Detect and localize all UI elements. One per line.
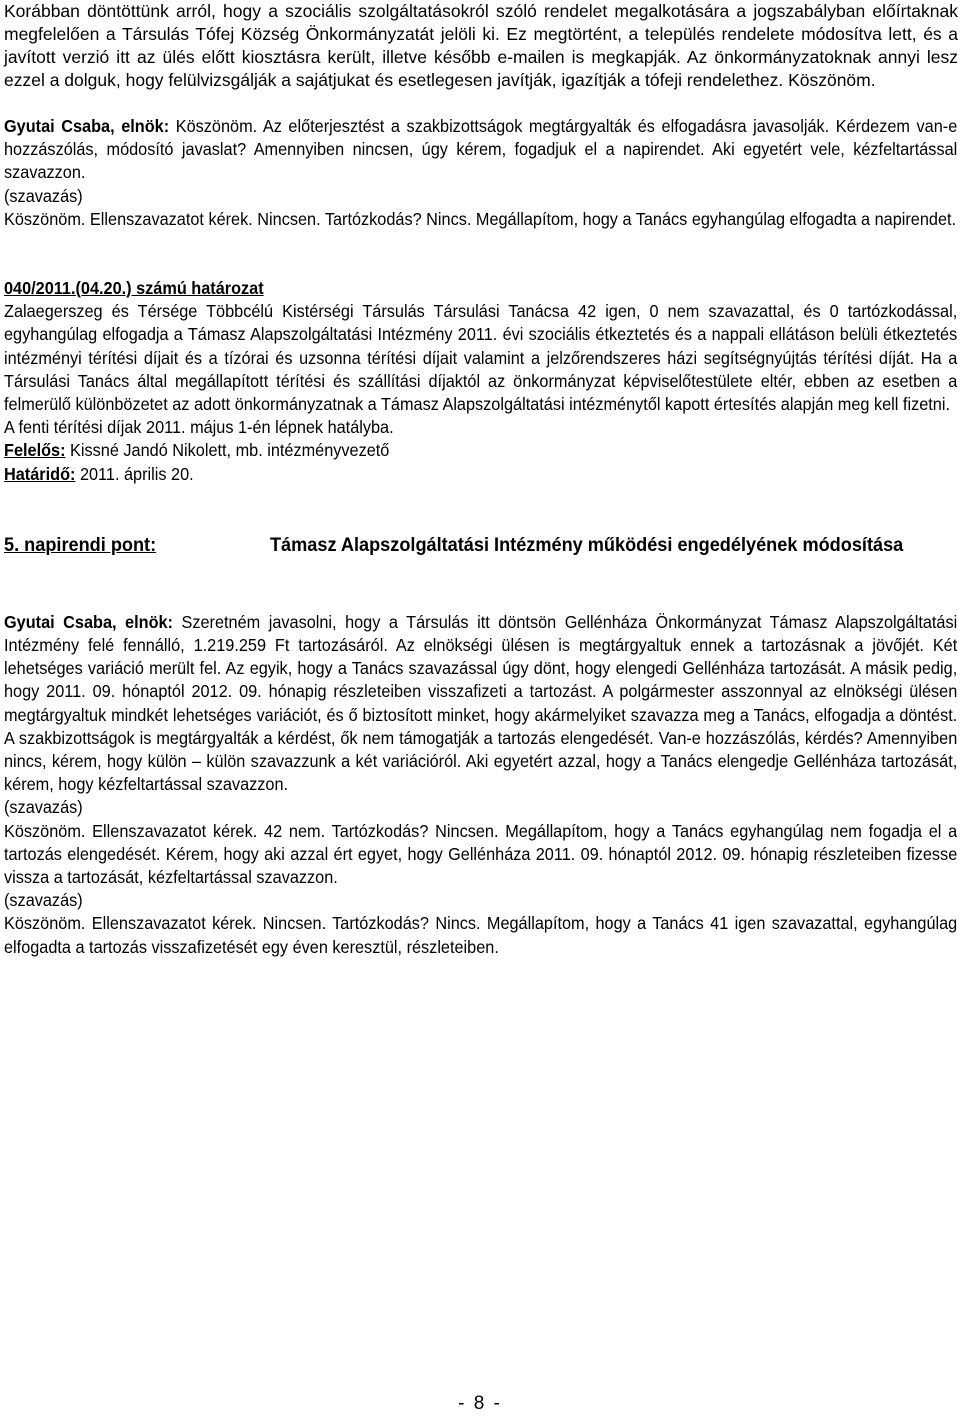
agenda-number: 5. napirendi pont: [4,533,157,556]
deadline-value: 2011. április 20. [75,463,194,484]
agenda-item [4,532,957,559]
resolution-responsible [4,439,957,462]
resolution-block [4,277,957,486]
agenda-topic: Támasz Alapszolgáltatási Intézmény működési engedélyének módosítása [269,533,904,556]
vote-result: Köszönöm. Ellenszavazatot kérek. Nincsen. Tartózkodás? Nincs. Megállapítom, hogy a Tanács egyhangúlag elfogadta a napirendet. [4,208,957,229]
deadline-label: Határidő: [4,463,76,484]
speech-block-1 [4,115,957,231]
responsible-label: Felelős: [4,440,66,461]
resolution-heading: 040/2011.(04.20.) számú határozat [4,278,264,299]
speaker-name: Gyutai Csaba, elnök: [4,116,170,136]
resolution-deadline [4,463,957,486]
spacer [4,231,958,277]
speaker-name: Gyutai Csaba, elnök: [4,611,173,632]
intro-paragraph: Korábban döntöttünk arról, hogy a szociális szolgáltatásokról szóló rendelet megalkotására a jogszabályban előírtaknak megfelelően a Társulás Tófej Község Önkormányzatát jelöli ki. Ez megtörtént, a település rendelete módosítva lett, és a javított verzió itt az ülés előtt kiosztásra került, illetve később e-mailen is megkapják. Az önkormányzatoknak annyi lesz ezzel a dolguk, hogy felülvizsgálják a sajátjukat és esetlegesen javítják, igazítják a tófeji rendelethez. Köszönöm. [4,1,958,90]
vote-result: Köszönöm. Ellenszavazatot kérek. 42 nem. Tartózkodás? Nincsen. Megállapítom, hogy a Tanács egyhangúlag nem fogadja el a tartozás elengedését. Kérem, hogy aki azzal ért egyet, hogy Gellénháza 2011. 09. hónaptól 2012. 09. hónapig részleteiben fizesse vissza a tartozását, kézfeltartással szavazzon. [4,820,958,888]
speech-paragraph [4,115,957,185]
vote-note: (szavazás) [4,797,83,818]
vote-note: (szavazás) [4,185,83,206]
spacer [4,559,958,611]
resolution-effective: A fenti térítési díjak 2011. május 1-én lépnek hatályba. [4,417,394,438]
resolution-text: Zalaegerszeg és Térsége Többcélú Kistérségi Társulás Társulási Tanácsa 42 igen, 0 nem szavazattal, és 0 tartózkodással, egyhangúlag elfogadja a Támasz Alapszolgáltatási Intézmény 2011. évi szociális étkeztetés és a nappali ellátáson belüli étkeztetés intézményi térítési díjait és a tízórai és uzsonna térítési díjait valamint a jelzőrendszeres házi segítségnyújtás térítési díját. Ha a Társulási Tanács által megállapított térítési és szállítási díjaktól az önkormányzat képviselőtestülete eltér, ebben az esetben a felmerülő különbözetet az adott önkormányzatnak a Támasz Alapszolgáltatási intézménytől kapott értesítés alapján meg kell fizetni. [4,301,958,415]
responsible-value: Kissné Jandó Nikolett, mb. intézményvezető [65,440,390,461]
vote-note: (szavazás) [4,890,83,911]
spacer [4,486,958,532]
document-page [4,0,958,959]
speech-block-2 [4,611,957,959]
page-number: - 8 - [458,1393,502,1414]
spacer [4,92,958,115]
speech-text: Köszönöm. Az előterjesztést a szakbizottságok megtárgyalták és elfogadásra javasolják. Kérdezem van-e hozzászólás, módosító javaslat? Amennyiben nincsen, úgy kérem, fogadjuk el a napirendet. Aki egyetért vele, kézfeltartással szavazzon. [4,116,958,183]
vote-result: Köszönöm. Ellenszavazatot kérek. Nincsen. Tartózkodás? Nincs. Megállapítom, hogy a Tanács 41 igen szavazattal, egyhangúlag elfogadta a tartozás visszafizetését egy éven keresztül, részleteiben. [4,913,958,957]
speech-text: Szeretném javasolni, hogy a Társulás itt döntsön Gellénháza Önkormányzat Támasz Alapszolgáltatási Intézmény felé fennálló, 1.219.259 Ft tartozásáról. Az elnökségi ülésen is megtárgyaltuk ennek a tartozásnak a jövőjét. Két lehetséges variáció merült fel. Az egyik, hogy a Tanács szavazással úgy dönt, hogy elengedi Gellénháza tartozását. A másik pedig, hogy 2011. 09. hónaptól 2012. 09. hónapig részleteiben visszafizeti a tartozást. A polgármester asszonnyal az elnökségi ülésen megtárgyaltuk mindkét lehetséges variációt, és ő biztosított minket, hogy akármelyiket szavazza meg a Tanács, elfogadja a döntést. A szakbizottságok is megtárgyalták a kérdést, ők nem támogatják a tartozás elengedését. Van-e hozzászólás, kérdés? Amennyiben nincs, kérem, hogy külön – külön szavazzunk a két variációról. Aki egyetért azzal, hogy a Tanács elengedje Gellénháza tartozását, kérem, hogy kézfeltartással szavazzon. [4,611,958,795]
speech-paragraph [4,611,957,797]
